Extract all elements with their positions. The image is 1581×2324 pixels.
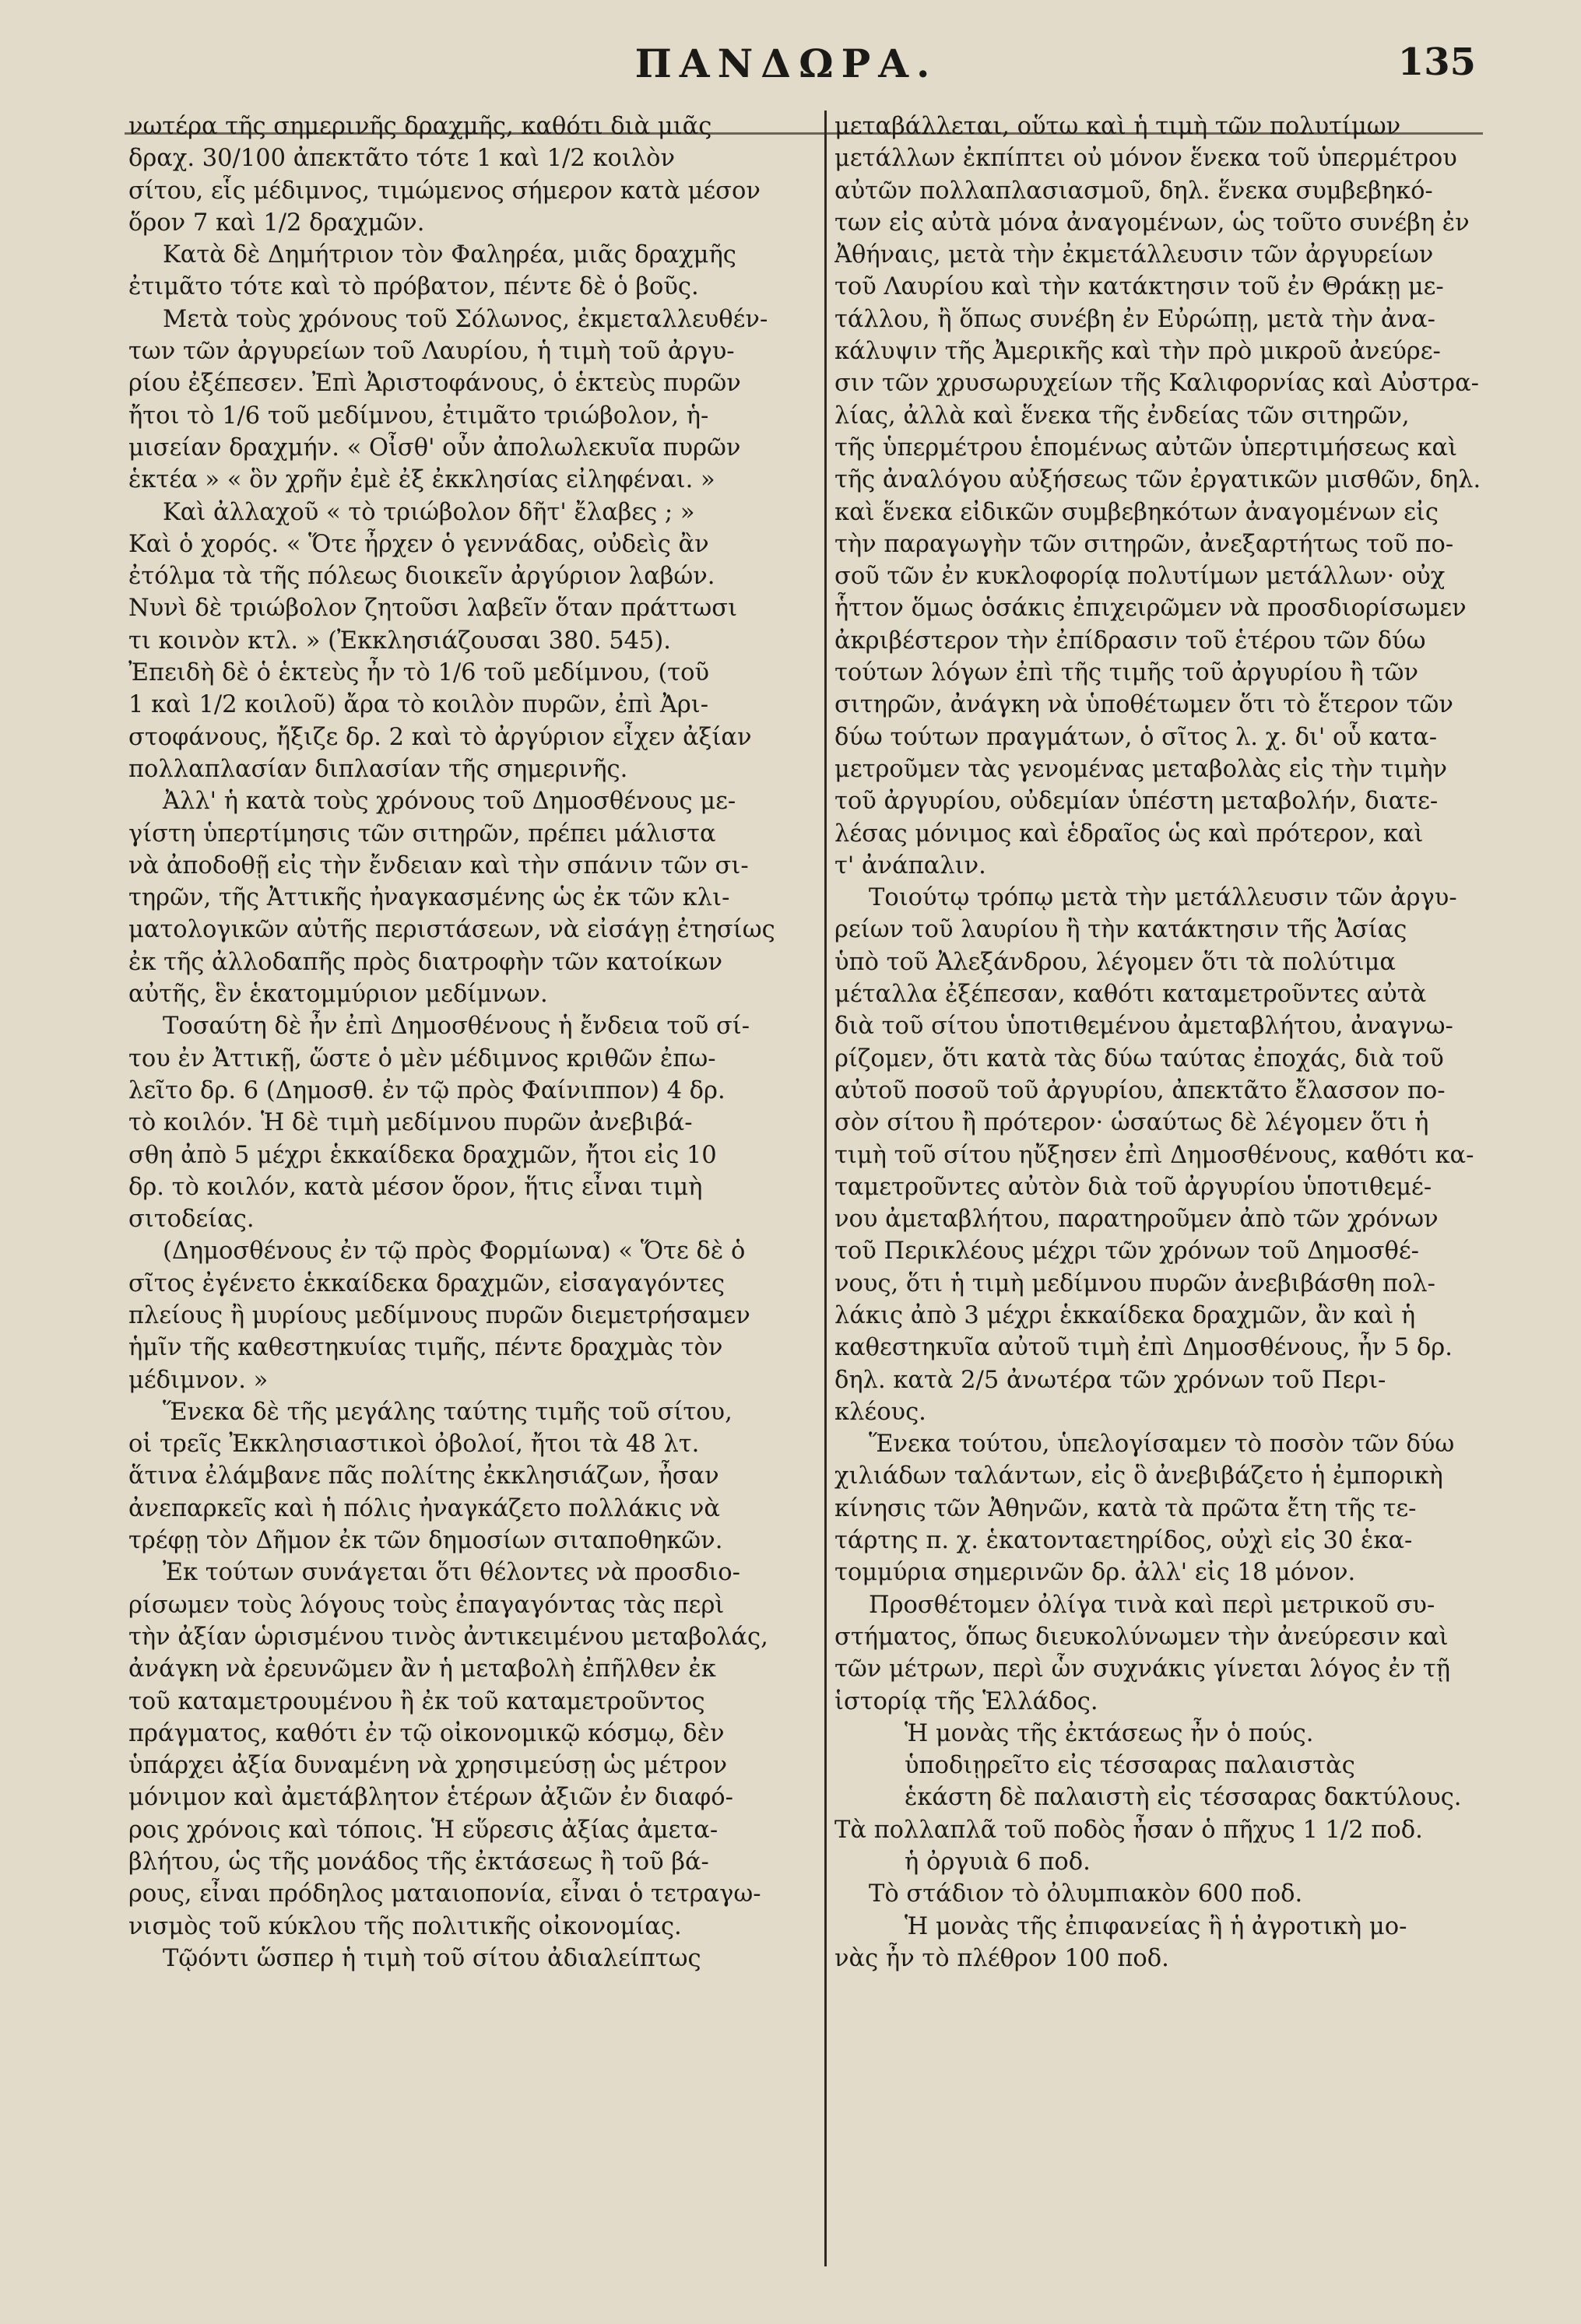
text-line: ἐκ τῆς ἀλλοδαπῆς πρὸς διατροφὴν τῶν κατοίκων bbox=[128, 948, 723, 976]
text-line: 1 καὶ 1/2 κοιλοῦ) ἄρα τὸ κοιλὸν πυρῶν, ἐπὶ Ἀρι- bbox=[128, 691, 709, 719]
text-line: τῆς ὑπερμέτρου ἑπομένως αὐτῶν ὑπερτιμήσεως καὶ bbox=[834, 434, 1458, 462]
text-line: ἀκριβέστερον τὴν ἐπίδρασιν τοῦ ἑτέρου τῶν δύω bbox=[834, 627, 1426, 655]
text-line: Τὸ στάδιον τὸ ὀλυμπιακὸν 600 ποδ. bbox=[869, 1880, 1303, 1908]
text-line: ὅρον 7 καὶ 1/2 δραχμῶν. bbox=[128, 209, 425, 237]
text-line: μετάλλων ἐκπίπτει οὐ μόνον ἕνεκα τοῦ ὑπερμέτρου bbox=[834, 145, 1457, 173]
text-line: καθεστηκυῖα αὐτοῦ τιμὴ ἐπὶ Δημοσθένους, ἦν 5 δρ. bbox=[834, 1334, 1453, 1362]
text-line: τιμὴ τοῦ σίτου ηὔξησεν ἐπὶ Δημοσθένους, καθότι κα- bbox=[834, 1141, 1474, 1169]
text-line: τ' ἀνάπαλιν. bbox=[834, 851, 986, 879]
text-line: των τῶν ἀργυρείων τοῦ Λαυρίου, ἡ τιμὴ τοῦ ἀργυ- bbox=[128, 338, 735, 366]
text-line: Τοσαύτη δὲ ἦν ἐπὶ Δημοσθένους ἡ ἔνδεια τοῦ σί- bbox=[163, 1013, 750, 1041]
text-line: Μετὰ τοὺς χρόνους τοῦ Σόλωνος, ἐκμεταλλευθέν- bbox=[163, 305, 768, 333]
text-line: ἀνεπαρκεῖς καὶ ἡ πόλις ἠναγκάζετο πολλάκις νὰ bbox=[128, 1494, 721, 1522]
text-line: σῖτος ἐγένετο ἑκκαίδεκα δραχμῶν, εἰσαγαγόντες bbox=[128, 1269, 725, 1297]
text-line: τηρῶν, τῆς Ἀττικῆς ἠναγκασμένης ὡς ἐκ τῶν κλι- bbox=[128, 884, 730, 912]
column-divider bbox=[824, 111, 827, 2266]
text-line: ἐτιμᾶτο τότε καὶ τὸ πρόβατον, πέντε δὲ ὁ βοῦς. bbox=[128, 273, 699, 301]
text-line: ἤτοι τὸ 1/6 τοῦ μεδίμνου, ἐτιμᾶτο τριώβολον, ἡ- bbox=[128, 402, 709, 430]
running-head bbox=[0, 40, 1581, 103]
right-column bbox=[834, 111, 1495, 2282]
text-line: ροις χρόνοις καὶ τόποις. Ἡ εὕρεσις ἀξίας ἀμετα- bbox=[128, 1816, 718, 1844]
text-line: Ἐπειδὴ δὲ ὁ ἑκτεὺς ἦν τὸ 1/6 τοῦ μεδίμνου, (τοῦ bbox=[128, 659, 710, 687]
text-line: διὰ τοῦ σίτου ὑποτιθεμένου ἀμεταβλήτου, ἀναγνω- bbox=[834, 1013, 1453, 1041]
text-line: αὐτῶν πολλαπλασιασμοῦ, δηλ. ἕνεκα συμβεβηκό- bbox=[834, 177, 1433, 205]
text-line: νὰς ἦν τὸ πλέθρον 100 ποδ. bbox=[834, 1944, 1169, 1972]
text-line: Τοιούτῳ τρόπῳ μετὰ τὴν μετάλλευσιν τῶν ἀργυ- bbox=[869, 884, 1457, 912]
text-line: Κατὰ δὲ Δημήτριον τὸν Φαληρέα, μιᾶς δραχμῆς bbox=[163, 241, 736, 269]
text-line: ἀνάγκη νὰ ἐρευνῶμεν ἂν ἡ μεταβολὴ ἐπῆλθεν ἐκ bbox=[128, 1655, 716, 1683]
text-line: σοῦ τῶν ἐν κυκλοφορίᾳ πολυτίμων μετάλλων· οὐχ bbox=[834, 563, 1446, 591]
text-line: πλείους ἢ μυρίους μεδίμνους πυρῶν διεμετρήσαμεν bbox=[128, 1301, 750, 1329]
text-line: μετροῦμεν τὰς γενομένας μεταβολὰς εἰς τὴν τιμὴν bbox=[834, 755, 1448, 783]
text-line: Ἡ μονὰς τῆς ἐπιφανείας ἢ ἡ ἀγροτικὴ μο- bbox=[905, 1912, 1407, 1940]
text-line: σιτοδείας. bbox=[128, 1206, 255, 1234]
text-line: τὸ κοιλόν. Ἡ δὲ τιμὴ μεδίμνου πυρῶν ἀνεβιβά- bbox=[128, 1109, 693, 1137]
text-line: αὐτῆς, ἓν ἑκατομμύριον μεδίμνων. bbox=[128, 981, 548, 1009]
text-line: Ἕνεκα δὲ τῆς μεγάλης ταύτης τιμῆς τοῦ σίτου, bbox=[163, 1398, 733, 1426]
text-line: λίας, ἀλλὰ καὶ ἕνεκα τῆς ἐνδείας τῶν σιτηρῶν, bbox=[834, 402, 1410, 430]
text-line: κλέους. bbox=[834, 1398, 926, 1426]
text-line: Τὰ πολλαπλᾶ τοῦ ποδὸς ἦσαν ὁ πῆχυς 1 1/2 ποδ. bbox=[834, 1816, 1423, 1844]
text-line: βλήτου, ὡς τῆς μονάδος τῆς ἐκτάσεως ἢ τοῦ βά- bbox=[128, 1848, 709, 1876]
text-line: τομμύρια σημερινῶν δρ. ἀλλ' εἰς 18 μόνον. bbox=[834, 1559, 1356, 1587]
text-line: μόνιμον καὶ ἀμετάβλητον ἑτέρων ἀξιῶν ἐν διαφό- bbox=[128, 1784, 733, 1812]
text-line: γίστη ὑπερτίμησις τῶν σιτηρῶν, πρέπει μάλιστα bbox=[128, 820, 716, 848]
text-line: ρίσωμεν τοὺς λόγους τοὺς ἐπαγαγόντας τὰς περὶ bbox=[128, 1591, 725, 1619]
text-line: τι κοινὸν κτλ. » (Ἐκκλησιάζουσαι 380. 545). bbox=[128, 627, 672, 655]
text-line: χιλιάδων ταλάντων, εἰς ὃ ἀνεβιβάζετο ἡ ἐμπορικὴ bbox=[834, 1462, 1443, 1490]
text-line: λάκις ἀπὸ 3 μέχρι ἑκκαίδεκα δραχμῶν, ἂν καὶ ἡ bbox=[834, 1301, 1416, 1329]
text-line: τοῦ Περικλέους μέχρι τῶν χρόνων τοῦ Δημοσθέ- bbox=[834, 1237, 1419, 1266]
text-line: Τῷόντι ὥσπερ ἡ τιμὴ τοῦ σίτου ἀδιαλείπτως bbox=[163, 1944, 701, 1972]
page-number: 135 bbox=[1397, 40, 1476, 84]
text-line: Καὶ ἀλλαχοῦ « τὸ τριώβολον δῆτ' ἔλαβες ; » bbox=[163, 498, 695, 526]
text-line: πράγματος, καθότι ἐν τῷ οἰκονομικῷ κόσμῳ, δὲν bbox=[128, 1719, 725, 1747]
text-line: οἱ τρεῖς Ἐκκλησιαστικοὶ ὀβολοί, ἤτοι τὰ 48 λτ. bbox=[128, 1431, 700, 1459]
text-line: τὴν ἀξίαν ὡρισμένου τινὸς ἀντικειμένου μεταβολάς, bbox=[128, 1623, 768, 1651]
text-line: νὰ ἀποδοθῇ εἰς τὴν ἔνδειαν καὶ τὴν σπάνιν τῶν σι- bbox=[128, 851, 749, 879]
text-line: τὴν παραγωγὴν τῶν σιτηρῶν, ἀνεξαρτήτως τοῦ πο- bbox=[834, 530, 1454, 558]
left-column bbox=[128, 111, 817, 2282]
text-line: μέδιμνον. » bbox=[128, 1366, 269, 1394]
text-line: δηλ. κατὰ 2/5 ἀνωτέρα τῶν χρόνων τοῦ Περι- bbox=[834, 1366, 1386, 1394]
text-line: Ἕνεκα τούτου, ὑπελογίσαμεν τὸ ποσὸν τῶν δύω bbox=[869, 1431, 1455, 1459]
text-line: ἑκτέα » « ὃν χρῆν ἐμὲ ἐξ ἐκκλησίας εἰληφέναι. » bbox=[128, 466, 715, 494]
text-line: του ἐν Ἀττικῇ, ὥστε ὁ μὲν μέδιμνος κριθῶν ἐπω- bbox=[128, 1044, 716, 1072]
text-line: τρέφῃ τὸν Δῆμον ἐκ τῶν δημοσίων σιταποθηκῶν. bbox=[128, 1527, 723, 1555]
text-line: μισείαν δραχμήν. « Οἶσθ' οὖν ἀπολωλεκυῖα πυρῶν bbox=[128, 434, 741, 462]
text-line: στήματος, ὅπως διευκολύνωμεν τὴν ἀνεύρεσιν καὶ bbox=[834, 1623, 1449, 1651]
text-line: σθη ἀπὸ 5 μέχρι ἑκκαίδεκα δραχμῶν, ἤτοι εἰς 10 bbox=[128, 1141, 717, 1169]
text-line: καὶ ἕνεκα εἰδικῶν συμβεβηκότων ἀναγομένων εἰς bbox=[834, 498, 1439, 526]
text-line: Ἀλλ' ἡ κατὰ τοὺς χρόνους τοῦ Δημοσθένους με- bbox=[163, 788, 736, 816]
text-line: νωτέρα τῆς σημερινῆς δραχμῆς, καθότι διὰ μιᾶς bbox=[128, 113, 712, 140]
text-line: λεῖτο δρ. 6 (Δημοσθ. ἐν τῷ πρὸς Φαίνιππον) 4 δρ. bbox=[128, 1076, 726, 1104]
text-line: ἑκάστη δὲ παλαιστὴ εἰς τέσσαρας δακτύλους. bbox=[905, 1784, 1462, 1812]
text-line: τούτων λόγων ἐπὶ τῆς τιμῆς τοῦ ἀργυρίου ἢ τῶν bbox=[834, 659, 1418, 687]
text-line: ταμετροῦντες αὐτὸν διὰ τοῦ ἀργυρίου ὑποτιθεμέ- bbox=[834, 1173, 1432, 1201]
text-line: ρους, εἶναι πρόδηλος ματαιοπονία, εἶναι ὁ τετραγω- bbox=[128, 1880, 761, 1908]
text-line: μέταλλα ἐξέπεσαν, καθότι καταμετροῦντες αὐτὰ bbox=[834, 981, 1427, 1009]
text-line: ρίου ἐξέπεσεν. Ἐπὶ Ἀριστοφάνους, ὁ ἑκτεὺς πυρῶν bbox=[128, 370, 741, 398]
text-line: ὑπὸ τοῦ Ἀλεξάνδρου, λέγομεν ὅτι τὰ πολύτιμα bbox=[834, 948, 1396, 976]
text-line: σίτου, εἷς μέδιμνος, τιμώμενος σήμερον κατὰ μέσον bbox=[128, 177, 761, 205]
text-line: κάλυψιν τῆς Ἀμερικῆς καὶ τὴν πρὸ μικροῦ ἀνεύρε- bbox=[834, 338, 1441, 366]
text-line: δραχ. 30/100 ἀπεκτᾶτο τότε 1 καὶ 1/2 κοιλὸν bbox=[128, 145, 676, 173]
text-line: τάρτης π. χ. ἑκατονταετηρίδος, οὐχὶ εἰς 30 ἑκα- bbox=[834, 1527, 1413, 1555]
text-line: ρίζομεν, ὅτι κατὰ τὰς δύω ταύτας ἐποχάς, διὰ τοῦ bbox=[834, 1044, 1444, 1072]
text-line: σὸν σίτου ἢ πρότερον· ὡσαύτως δὲ λέγομεν ὅτι ἡ bbox=[834, 1109, 1429, 1137]
text-line: Προσθέτομεν ὀλίγα τινὰ καὶ περὶ μετρικοῦ συ- bbox=[869, 1591, 1435, 1619]
text-line: ἡμῖν τῆς καθεστηκυίας τιμῆς, πέντε δραχμὰς τὸν bbox=[128, 1334, 723, 1362]
text-line: Ἐκ τούτων συνάγεται ὅτι θέλοντες νὰ προσδιο- bbox=[163, 1559, 740, 1587]
text-line: τῆς ἀναλόγου αὐξήσεως τῶν ἐργατικῶν μισθῶν, δηλ. bbox=[834, 466, 1481, 494]
running-title: ΠΑΝΔΩΡΑ. bbox=[634, 40, 938, 86]
text-line: δύω τούτων πραγμάτων, ὁ σῖτος λ. χ. δι' οὗ κατα- bbox=[834, 723, 1437, 751]
text-line: σιτηρῶν, ἀνάγκη νὰ ὑποθέτωμεν ὅτι τὸ ἕτερον τῶν bbox=[834, 691, 1453, 719]
text-line: τοῦ καταμετρουμένου ἢ ἐκ τοῦ καταμετροῦντος bbox=[128, 1687, 705, 1715]
text-line: ἧττον ὅμως ὁσάκις ἐπιχειρῶμεν νὰ προσδιορίσωμεν bbox=[834, 595, 1467, 623]
text-line: ρείων τοῦ λαυρίου ἢ τὴν κατάκτησιν τῆς Ἀσίας bbox=[834, 916, 1407, 944]
text-line: τῶν μέτρων, περὶ ὧν συχνάκις γίνεται λόγος ἐν τῇ bbox=[834, 1655, 1450, 1683]
text-line: μεταβάλλεται, οὕτω καὶ ἡ τιμὴ τῶν πολυτίμων bbox=[834, 113, 1401, 140]
text-line: νους, ὅτι ἡ τιμὴ μεδίμνου πυρῶν ἀνεβιβάσθη πολ- bbox=[834, 1269, 1435, 1297]
text-line: Καὶ ὁ χορός. « Ὅτε ἦρχεν ὁ γεννάδας, οὐδεὶς ἂν bbox=[128, 530, 709, 558]
text-line: πολλαπλασίαν διπλασίαν τῆς σημερινῆς. bbox=[128, 755, 628, 783]
text-line: ἐτόλμα τὰ τῆς πόλεως διοικεῖν ἀργύριον λαβών. bbox=[128, 563, 715, 591]
text-line: λέσας μόνιμος καὶ ἑδραῖος ὡς καὶ πρότερον, καὶ bbox=[834, 820, 1424, 848]
text-line: ἡ ὀργυιὰ 6 ποδ. bbox=[905, 1848, 1091, 1876]
text-line: των εἰς αὐτὰ μόνα ἀναγομένων, ὡς τοῦτο συνέβη ἐν bbox=[834, 209, 1470, 237]
text-line: στοφάνους, ἤξιζε δρ. 2 καὶ τὸ ἀργύριον εἶχεν ἀξίαν bbox=[128, 723, 752, 751]
text-line: ὑπάρχει ἀξία δυναμένη νὰ χρησιμεύσῃ ὡς μέτρον bbox=[128, 1752, 728, 1780]
text-line: κίνησις τῶν Ἀθηνῶν, κατὰ τὰ πρῶτα ἔτη τῆς τε- bbox=[834, 1494, 1417, 1522]
text-line: νισμὸς τοῦ κύκλου τῆς πολιτικῆς οἰκονομίας. bbox=[128, 1912, 682, 1940]
text-line: ματολογικῶν αὐτῆς περιστάσεων, νὰ εἰσάγῃ ἐτησίως bbox=[128, 916, 775, 944]
text-line: (Δημοσθένους ἐν τῷ πρὸς Φορμίωνα) « Ὅτε δὲ ὁ bbox=[163, 1237, 746, 1266]
text-line: Νυνὶ δὲ τριώβολον ζητοῦσι λαβεῖν ὅταν πράττωσι bbox=[128, 595, 738, 623]
text-line: σιν τῶν χρυσωρυχείων τῆς Καλιφορνίας καὶ Αὐστρα- bbox=[834, 370, 1479, 398]
text-line: ἱστορίᾳ τῆς Ἑλλάδος. bbox=[834, 1687, 1098, 1715]
text-line: δρ. τὸ κοιλόν, κατὰ μέσον ὅρον, ἥτις εἶναι τιμὴ bbox=[128, 1173, 703, 1201]
text-line: τάλλου, ἢ ὅπως συνέβη ἐν Εὐρώπῃ, μετὰ τὴν ἀνα- bbox=[834, 305, 1435, 333]
text-line: ἅτινα ἐλάμβανε πᾶς πολίτης ἐκκλησιάζων, ἦσαν bbox=[128, 1462, 719, 1490]
text-line: Ἀθήναις, μετὰ τὴν ἐκμετάλλευσιν τῶν ἀργυρείων bbox=[834, 241, 1434, 269]
text-line: Ἡ μονὰς τῆς ἐκτάσεως ἦν ὁ πούς. bbox=[905, 1719, 1314, 1747]
text-line: ὑποδιῃρεῖτο εἰς τέσσαρας παλαιστὰς bbox=[905, 1752, 1355, 1780]
text-line: αὐτοῦ ποσοῦ τοῦ ἀργυρίου, ἀπεκτᾶτο ἔλασσον πο- bbox=[834, 1076, 1446, 1104]
text-line: νου ἀμεταβλήτου, παρατηροῦμεν ἀπὸ τῶν χρόνων bbox=[834, 1206, 1439, 1234]
text-line: τοῦ Λαυρίου καὶ τὴν κατάκτησιν τοῦ ἐν Θράκῃ με- bbox=[834, 273, 1444, 301]
text-line: τοῦ ἀργυρίου, οὐδεμίαν ὑπέστη μεταβολήν, διατε- bbox=[834, 788, 1439, 816]
